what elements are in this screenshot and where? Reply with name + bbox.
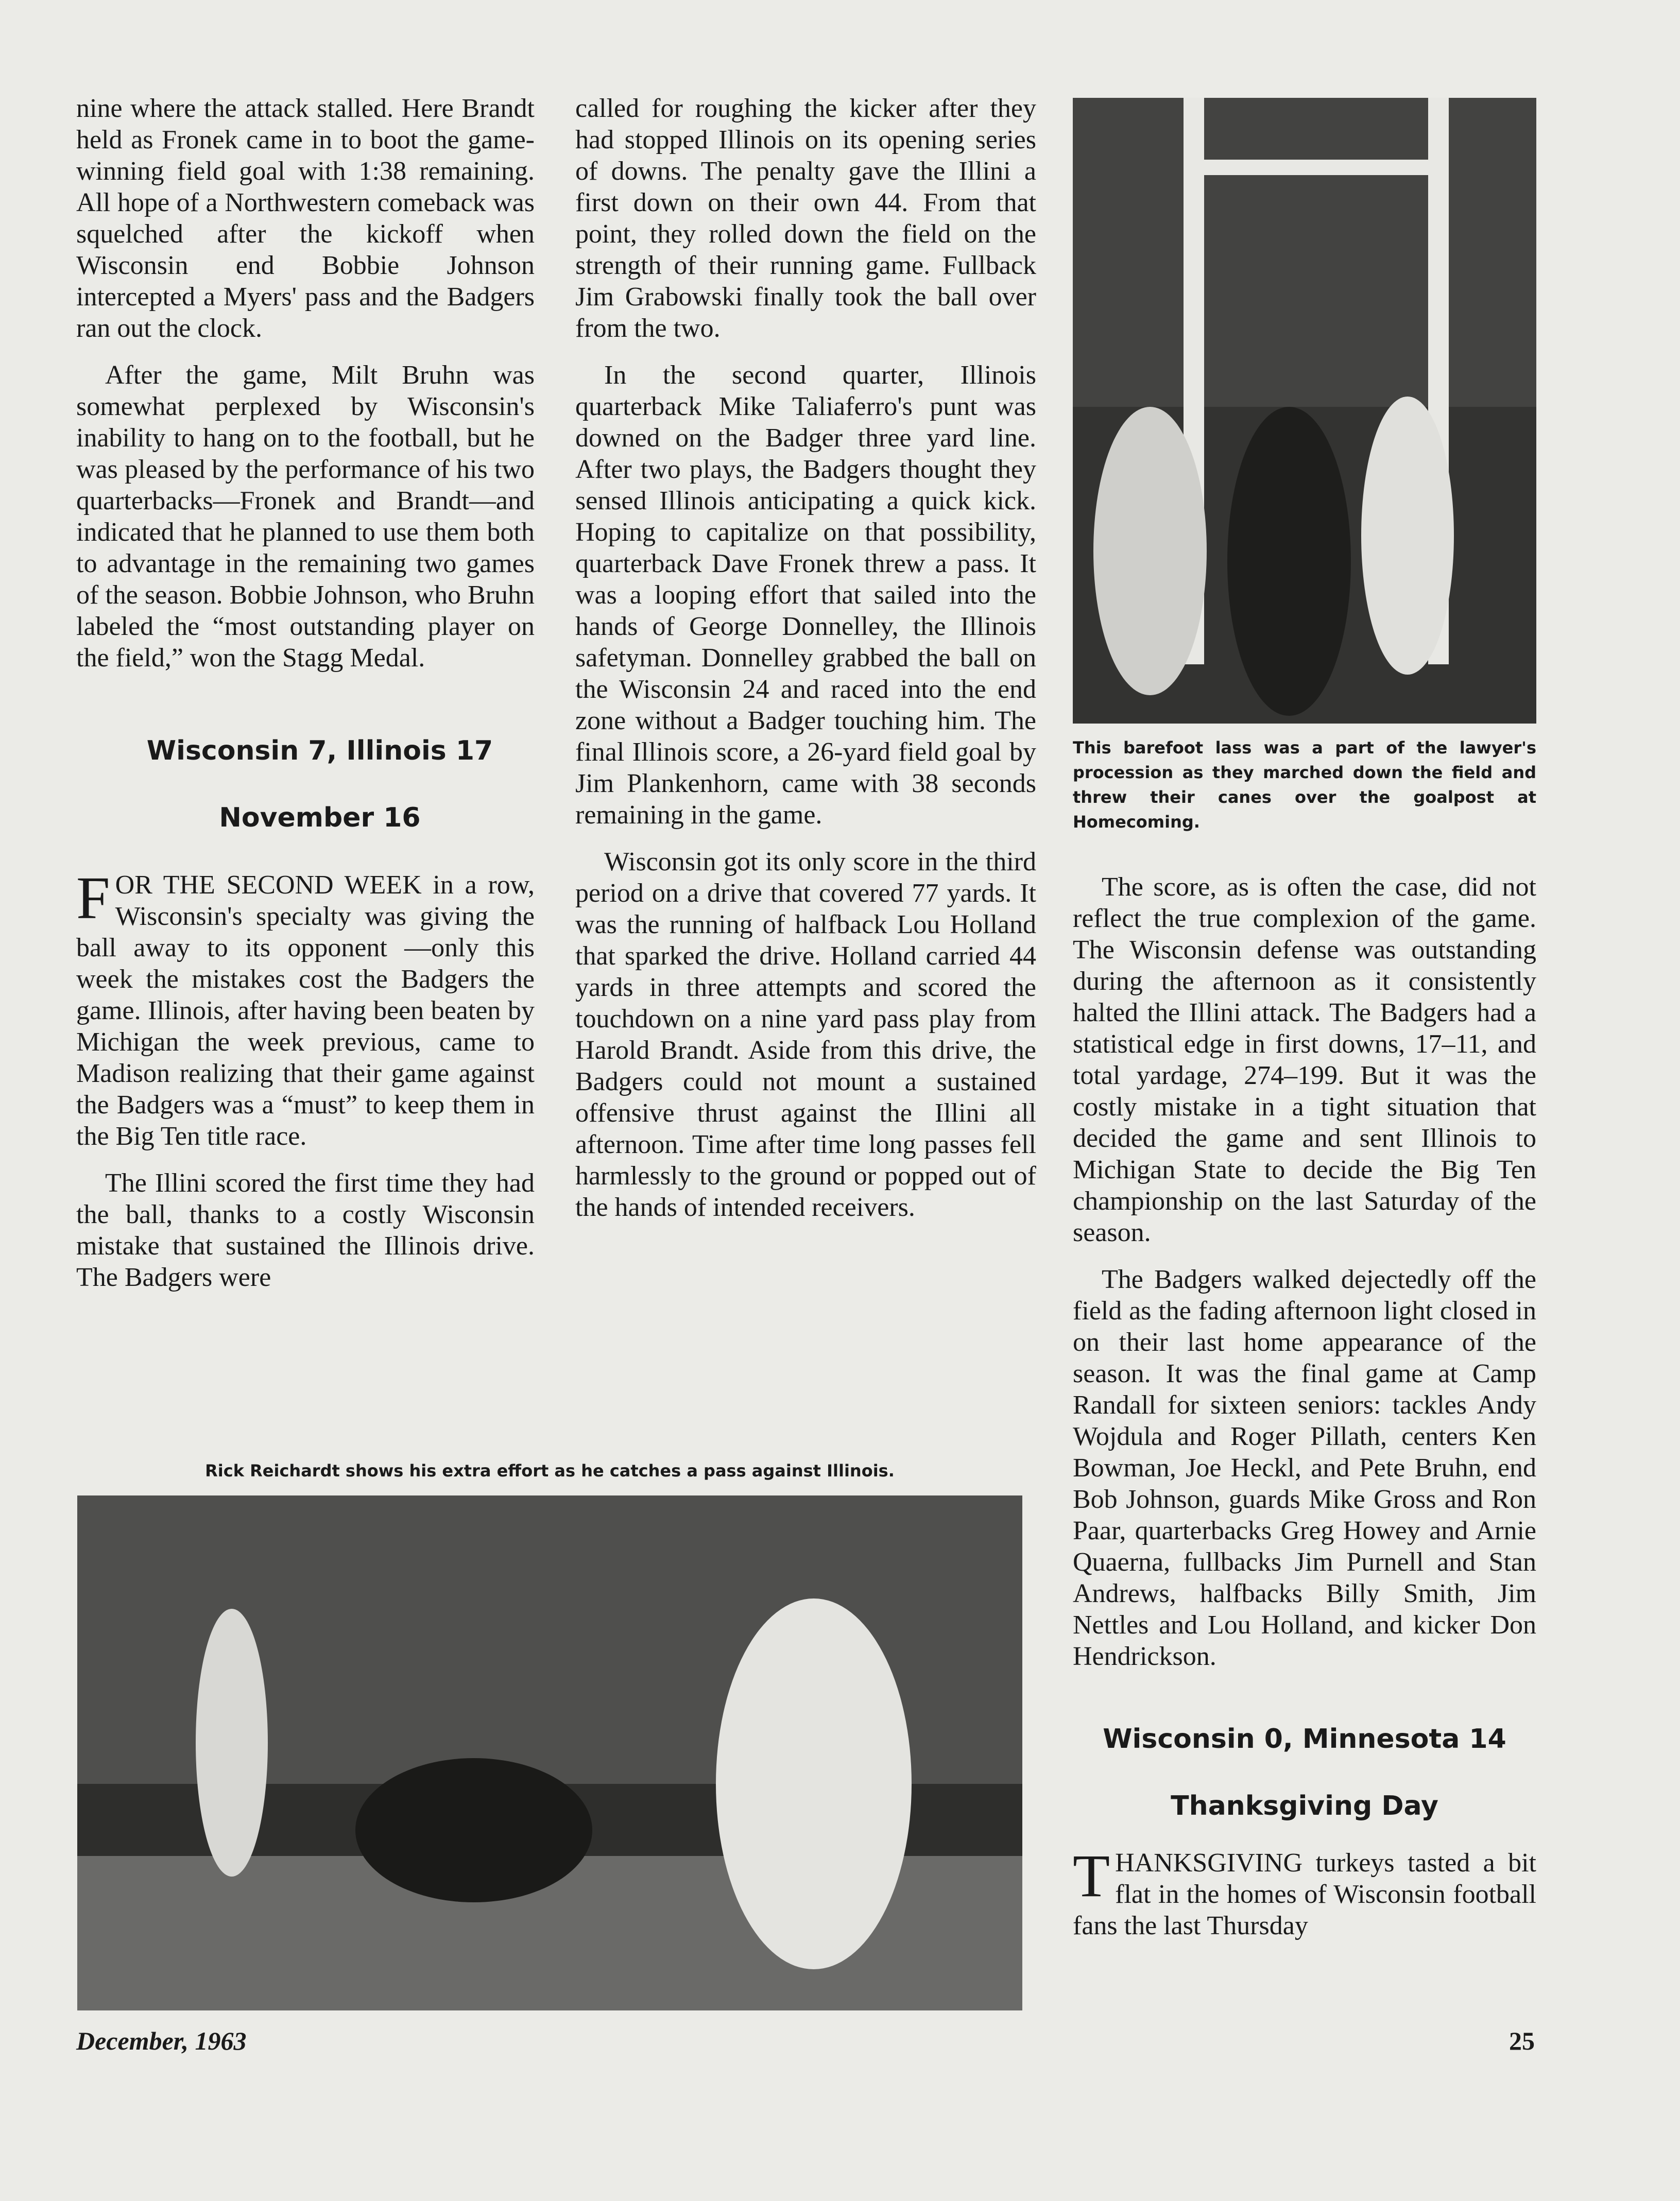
drop-cap: T — [1073, 1842, 1110, 1910]
paragraph: In the second quarter, Illinois quarterback Mike Taliaferro's punt was downed on the Badger three yard line. After two plays, the Badgers thought they sensed Illinois anticipating a quick kick. Hoping to capitalize on that possibility, quarterback Dave Fronek threw a pass. It was a looping effort that sailed into the hands of George Donnelley, the Illinois safetyman. Donnelley grabbed the ball on the Wisconsin 24 and raced into the end zone without a Badger touching him. The final Illinois score, a 26-yard field goal by Jim Plankenhorn, came with 38 seconds remaining in the game. — [575, 360, 1036, 830]
section-subheading: Thanksgiving Day — [1171, 1791, 1438, 1821]
page-number: 25 — [1509, 2026, 1535, 2055]
photo-caption: Rick Reichardt shows his extra effort as he catches a pass against Illinois. — [205, 1461, 895, 1481]
column-2 — [575, 93, 1036, 1239]
paragraph: The Badgers walked dejectedly off the field as the fading afternoon light closed in on their last home appearance of the season. It was the final game at Camp Randall for sixteen seniors: tackles Andy Wojdula and Roger Pillath, centers Ken Bowman, Joe Heckl, and Pete Bruhn, end Bob Johnson, guards Mike Gross and Ron Paar, quarterbacks Greg Howey and Arnie Quaerna, fullbacks Jim Purnell and Stan Andrews, halfbacks Billy Smith, Jim Nettles and Lou Holland, and kicker Don Hendrickson. — [1073, 1265, 1536, 1671]
football-catch-photo — [77, 1495, 1022, 2010]
drop-cap: F — [76, 864, 110, 932]
column-1 — [76, 93, 535, 1309]
paragraph: The Illini scored the first time they had the ball, thanks to a costly Wisconsin mistake that sustained the Illinois drive. The Badgers were — [76, 1168, 535, 1292]
paragraph: After the game, Milt Bruhn was somewhat perplexed by Wisconsin's inability to hang on to the football, but he was pleased by the performance of his two quarterbacks—Fronek and Brandt—and indicated that he planned to use them both to advantage in the remaining two games of the season. Bobbie Johnson, who Bruhn labeled the “most outstanding player on the field,” won the Stagg Medal. — [76, 360, 535, 673]
section-heading: Wisconsin 7, Illinois 17 — [146, 735, 493, 766]
football-play-illustration — [77, 1495, 1022, 2010]
paragraph: Wisconsin got its only score in the third period on a drive that covered 77 yards. It was the running of halfback Lou Holland that sparked the drive. Holland carried 44 yards in three attempts and scored the touchdown on a nine yard pass play from Harold Brandt. Aside from this drive, the Badgers could not mount a sustained offensive thrust against the Illini all afternoon. Time after time long passes fell harmlessly to the ground or popped out of the hands of intended receivers. — [575, 847, 1036, 1222]
footer-date: December, 1963 — [76, 2026, 247, 2055]
paragraph: nine where the attack stalled. Here Brandt held as Fronek came in to boot the game-winning field goal with 1:38 remaining. All hope of a Northwestern comeback was squelched after the kickoff when Wisconsin end Bobbie Johnson intercepted a Myers' pass and the Badgers ran out the clock. — [76, 94, 535, 343]
goalpost-photo — [1073, 98, 1536, 724]
goalpost-illustration — [1073, 98, 1536, 724]
paragraph: FOR THE SECOND WEEK in a row, Wisconsin's specialty was giving the ball away to its opponent —only this week the mistakes cost the Badgers the game. Illinois, after having been beaten by Michigan the week previous, came to Madison realizing that their game against the Badgers was a “must” to keep them in the Big Ten title race. — [76, 864, 535, 1151]
section-subheading: November 16 — [219, 802, 421, 833]
paragraph: The score, as is often the case, did not reflect the true complexion of the game. The Wisconsin defense was outstanding during the afternoon as it consistently halted the Illini attack. The Badgers had a statistical edge in first downs, 17–11, and total yardage, 274–199. But it was the costly mistake in a tight situation that decided the game and sent Illinois to Michigan State to decide the Big Ten championship on the last Saturday of the season. — [1073, 872, 1536, 1247]
photo-caption: This barefoot lass was a part of the lawyer's procession as they marched down the field and threw their canes over the goalpost at Homecoming. — [1073, 738, 1536, 832]
paragraph: called for roughing the kicker after they had stopped Illinois on its opening series of downs. The penalty gave the Illini a first down on their own 44. From that point, they rolled down the field on the strength of their running game. Fullback Jim Grabowski finally took the ball over from the two. — [575, 94, 1036, 343]
paragraph: THANKSGIVING turkeys tasted a bit flat in the homes of Wisconsin football fans the last Thursday — [1073, 1842, 1536, 1940]
section-heading: Wisconsin 0, Minnesota 14 — [1103, 1724, 1506, 1755]
column-3 — [1073, 871, 1536, 1957]
